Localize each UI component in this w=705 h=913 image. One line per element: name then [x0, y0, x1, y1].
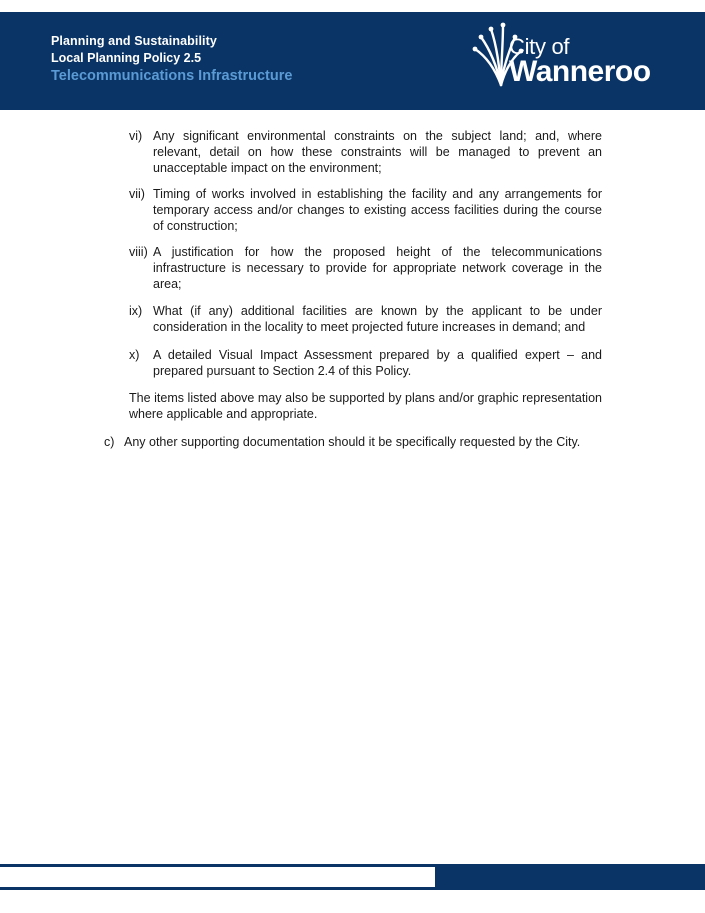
list-item-vi	[129, 128, 602, 176]
list-item-number: x)	[129, 348, 140, 362]
list-item-ix	[129, 303, 602, 335]
list-item-viii	[129, 244, 602, 292]
header-department: Planning and Sustainability	[51, 34, 217, 48]
list-item-text: A detailed Visual Impact Assessment prepared by a qualified expert – and prepared pursuant to Section 2.4 of this Policy.	[153, 348, 602, 378]
list-item-number: ix)	[129, 304, 143, 318]
header-policy-title: Telecommunications Infrastructure	[51, 68, 293, 84]
logo-name-text: Wanneroo	[509, 55, 651, 88]
list-item-number: vi)	[129, 129, 143, 143]
city-of-wanneroo-logo	[469, 17, 674, 97]
page-header	[0, 12, 705, 110]
list-item-letter: c)	[104, 435, 115, 449]
list-item-text: What (if any) additional facilities are known by the applicant to be under consideration in the locality to meet projected future increases in demand; and	[153, 304, 602, 334]
footer-block	[435, 864, 705, 890]
logo-city-text: City of	[509, 34, 570, 59]
list-item-number: viii)	[129, 245, 148, 259]
supporting-note: The items listed above may also be supported by plans and/or graphic representation where applicable and appropriate.	[129, 391, 602, 421]
header-policy-number: Local Planning Policy 2.5	[51, 51, 202, 65]
list-item-text: Timing of works involved in establishing the facility and any arrangements for temporary access and/or changes to existing access facilities during the course of construction;	[153, 187, 602, 233]
list-item-c	[104, 434, 624, 450]
list-item-text: Any other supporting documentation should it be specifically requested by the City.	[124, 435, 581, 449]
list-item-text: A justification for how the proposed height of the telecommunications infrastructure is necessary to provide for appropriate network coverage in the area;	[153, 245, 602, 291]
list-item-number: vii)	[129, 187, 145, 201]
list-item-text: Any significant environmental constraints on the subject land; and, where relevant, detail on how these constraints will be managed to prevent an unacceptable impact on the environment;	[153, 129, 602, 175]
list-item-x	[129, 347, 602, 379]
list-item-vii	[129, 186, 602, 234]
